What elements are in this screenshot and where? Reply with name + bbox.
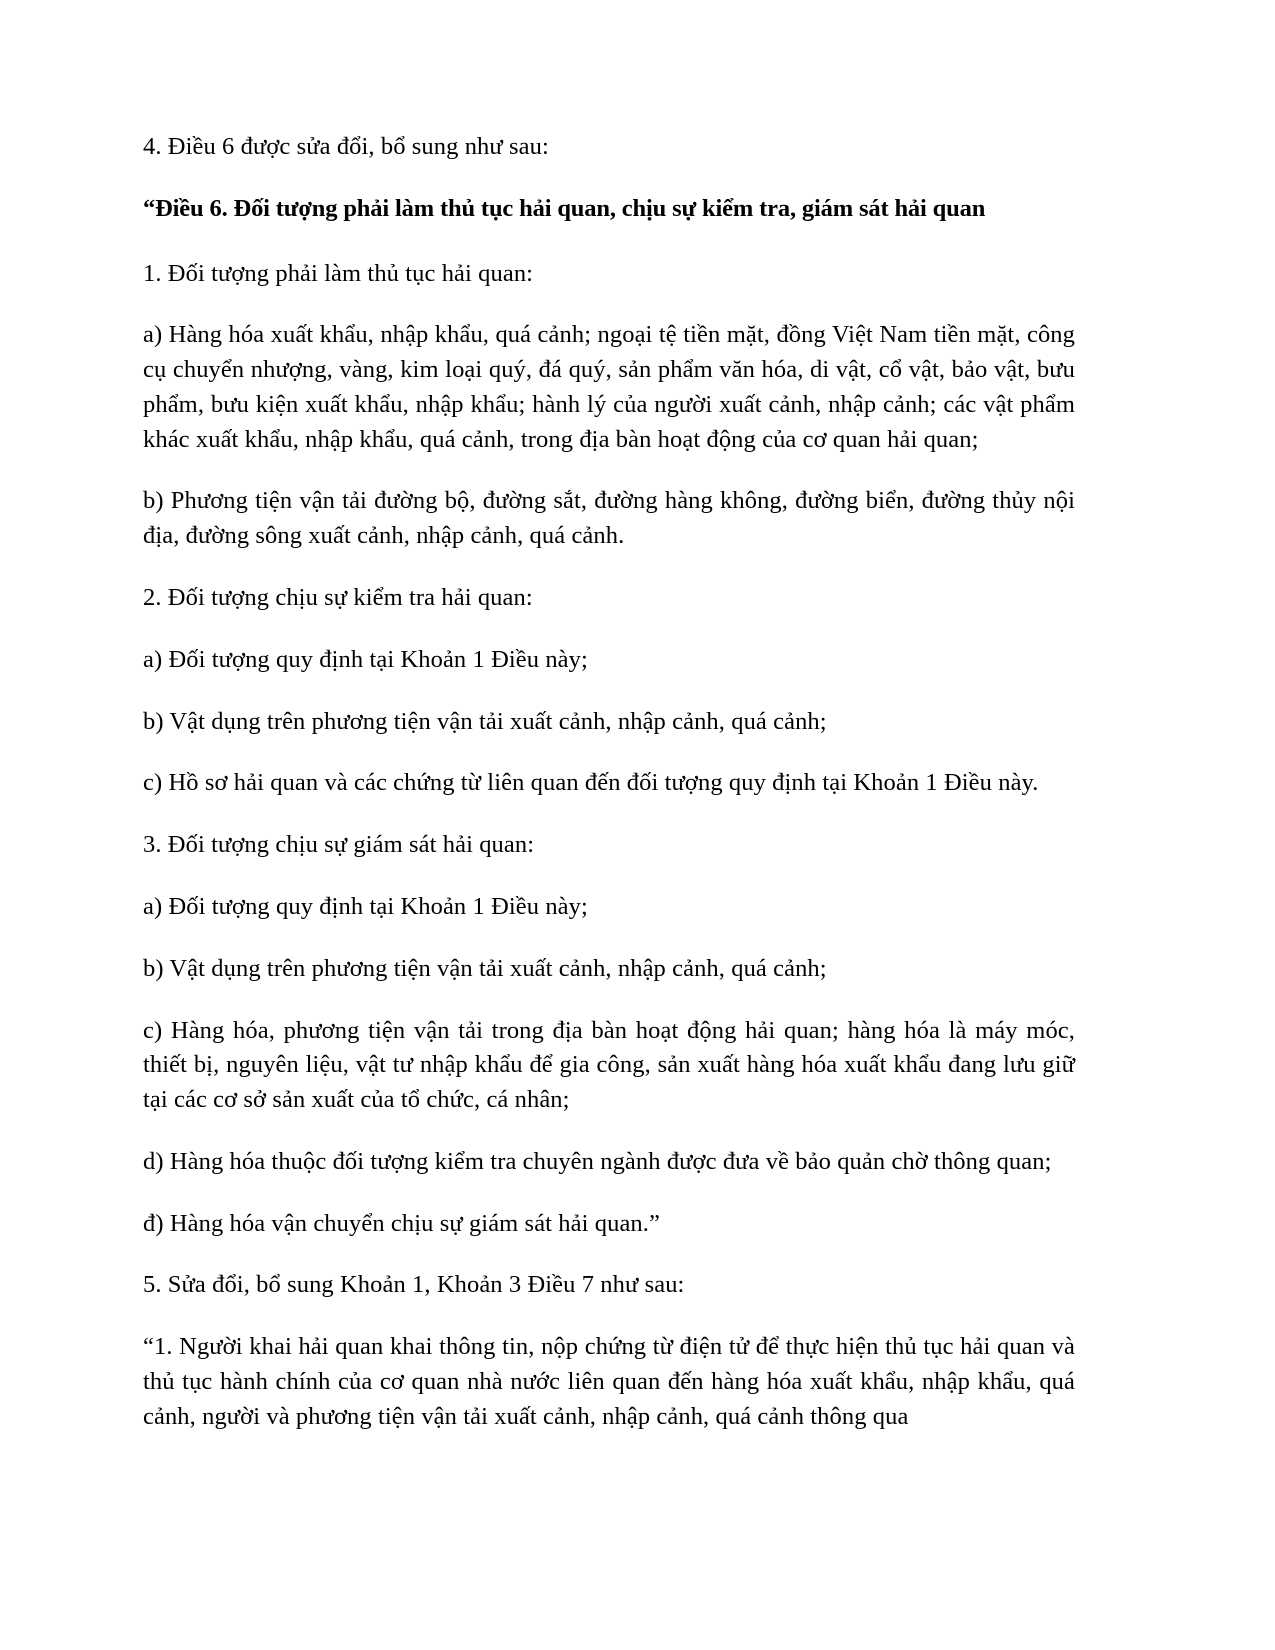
paragraph-clause-3-dd: đ) Hàng hóa vận chuyển chịu sự giám sát hải quan.”: [143, 1209, 660, 1237]
paragraph-clause-3-c: c) Hàng hóa, phương tiện vận tải trong địa bàn hoạt động hải quan; hàng hóa là máy móc, thiết bị, nguyên liệu, vật tư nhập khẩu để gia công, sản xuất hàng hóa xuất khẩu đang lưu giữ tại các cơ sở sản xuất của tổ chức, cá nhân;: [143, 1016, 1075, 1114]
paragraph-item-5-intro: 5. Sửa đổi, bổ sung Khoản 1, Khoản 3 Điều 7 như sau:: [143, 1271, 685, 1299]
paragraph-clause-2-title: 2. Đối tượng chịu sự kiểm tra hải quan:: [143, 584, 533, 612]
paragraph-clause-3-d: d) Hàng hóa thuộc đối tượng kiểm tra chuyên ngành được đưa về bảo quản chờ thông quan;: [143, 1147, 1052, 1175]
paragraph-item-4-intro: 4. Điều 6 được sửa đổi, bổ sung như sau:: [143, 133, 549, 160]
paragraph-clause-2-c: c) Hồ sơ hải quan và các chứng từ liên quan đến đối tượng quy định tại Khoản 1 Điều này.: [143, 769, 1039, 797]
paragraph-clause-2-a: a) Đối tượng quy định tại Khoản 1 Điều này;: [143, 645, 588, 673]
document-body: [143, 130, 1075, 1435]
paragraph-clause-1-title: 1. Đối tượng phải làm thủ tục hải quan:: [143, 259, 534, 287]
paragraph-clause-3-b: b) Vật dụng trên phương tiện vận tải xuất cảnh, nhập cảnh, quá cảnh;: [143, 954, 827, 982]
paragraph-clause-1-b: b) Phương tiện vận tải đường bộ, đường sắt, đường hàng không, đường biển, đường thủy nội địa, đường sông xuất cảnh, nhập cảnh, quá cảnh.: [143, 487, 1075, 550]
paragraph-clause-3-a: a) Đối tượng quy định tại Khoản 1 Điều này;: [143, 892, 588, 920]
paragraph-clause-1-a: a) Hàng hóa xuất khẩu, nhập khẩu, quá cảnh; ngoại tệ tiền mặt, đồng Việt Nam tiền mặt, công cụ chuyển nhượng, vàng, kim loại quý, đá quý, sản phẩm văn hóa, di vật, cổ vật, bảo vật, bưu phẩm, bưu kiện xuất khẩu, nhập khẩu; hành lý của người xuất cảnh, nhập cảnh; các vật phẩm khác xuất khẩu, nhập khẩu, quá cảnh, trong địa bàn hoạt động của cơ quan hải quan;: [143, 321, 1075, 453]
paragraph-item-5-clause-1: “1. Người khai hải quan khai thông tin, nộp chứng từ điện tử để thực hiện thủ tục hải quan và thủ tục hành chính của cơ quan nhà nước liên quan đến hàng hóa xuất khẩu, nhập khẩu, quá cảnh, người và phương tiện vận tải xuất cảnh, nhập cảnh, quá cảnh thông qua: [143, 1333, 1075, 1430]
paragraph-clause-3-title: 3. Đối tượng chịu sự giám sát hải quan:: [143, 831, 535, 859]
paragraph-clause-2-b: b) Vật dụng trên phương tiện vận tải xuất cảnh, nhập cảnh, quá cảnh;: [143, 707, 827, 735]
paragraph-article-6-heading: “Điều 6. Đối tượng phải làm thủ tục hải quan, chịu sự kiểm tra, giám sát hải quan: [143, 194, 986, 222]
